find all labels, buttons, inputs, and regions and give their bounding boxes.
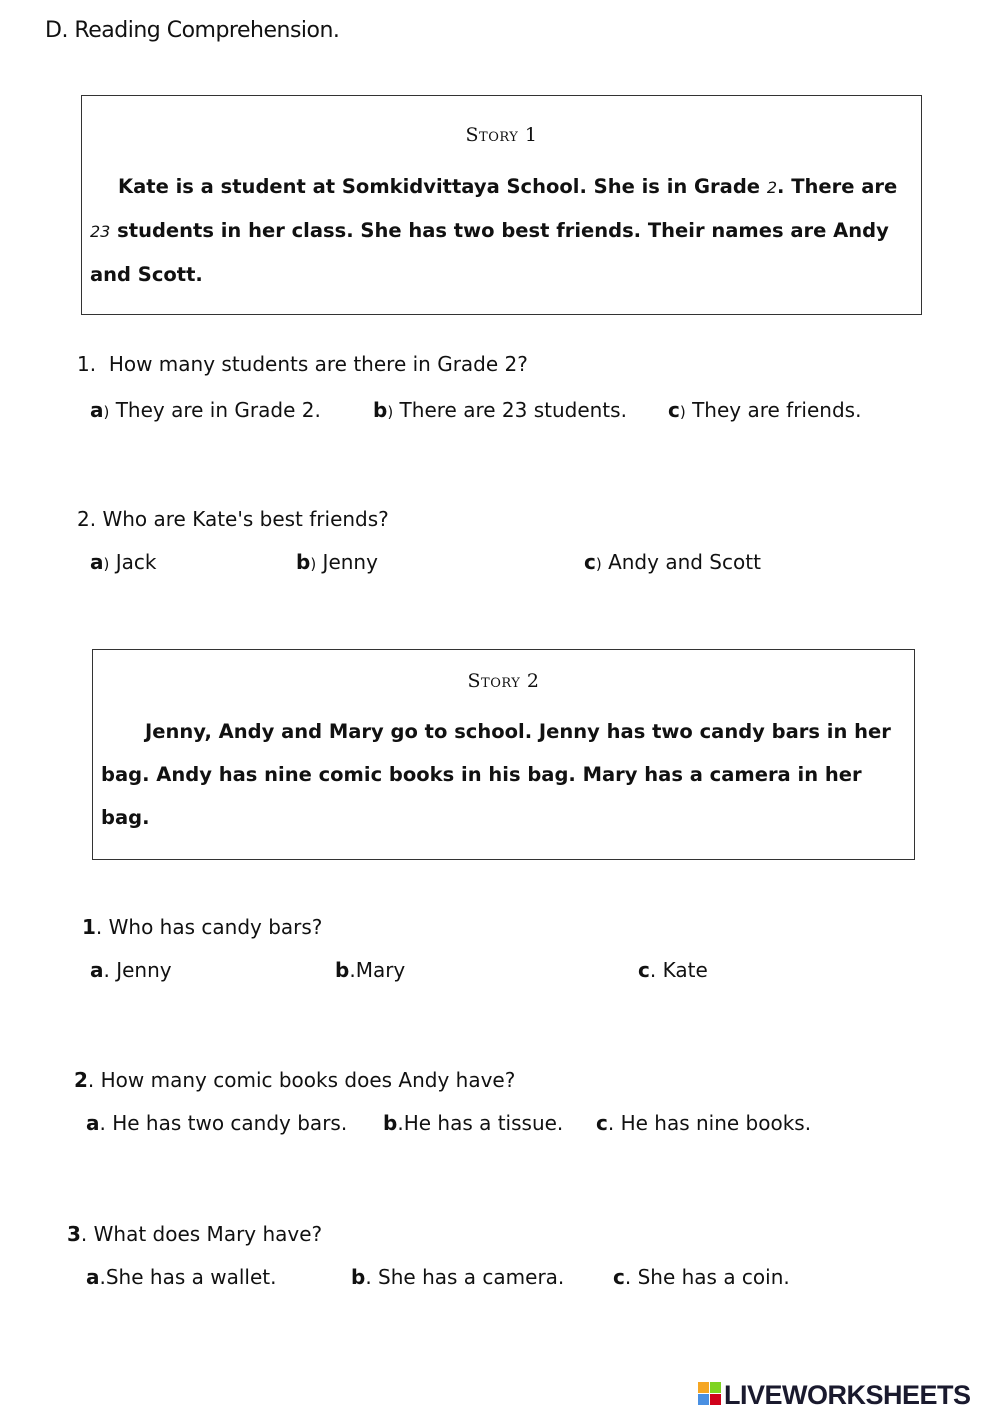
option-text: He has nine books. xyxy=(620,1111,812,1135)
story-1-q2-option-b[interactable] xyxy=(296,550,378,574)
question-text: How many students are there in Grade 2? xyxy=(108,352,528,376)
option-letter: b xyxy=(296,550,311,574)
section-heading: D. Reading Comprehension. xyxy=(45,18,340,43)
story-2-q2-option-b[interactable] xyxy=(383,1111,563,1135)
story-1-text-part: Kate is a student at Somkidvittaya School. She is in Grade xyxy=(118,175,767,198)
story-1-title: Story 1 xyxy=(465,124,538,146)
option-separator: . xyxy=(624,1265,632,1289)
option-text: She has a wallet. xyxy=(105,1265,277,1289)
story-2-q1-option-a[interactable] xyxy=(90,958,172,982)
option-letter: b xyxy=(383,1111,398,1135)
question-text: . How many comic books does Andy have? xyxy=(87,1068,516,1092)
option-text: Mary xyxy=(355,958,406,982)
option-text: Jenny xyxy=(322,550,378,574)
option-separator: ) xyxy=(679,403,686,421)
story-1-box xyxy=(81,95,922,315)
option-separator: ) xyxy=(310,555,317,573)
option-letter: c xyxy=(668,398,680,422)
option-text: He has two candy bars. xyxy=(112,1111,348,1135)
option-letter: a xyxy=(86,1265,100,1289)
story-2-question-2 xyxy=(74,1068,515,1092)
story-1-student-count: 23 xyxy=(90,222,111,241)
option-separator: . xyxy=(99,1111,106,1135)
story-1-q1-option-c[interactable] xyxy=(668,398,861,422)
question-text: Who are Kate's best friends? xyxy=(102,507,389,531)
option-text: He has a tissue. xyxy=(403,1111,564,1135)
option-text: They are in Grade 2. xyxy=(115,398,321,422)
story-2-text-body: Jenny, Andy and Mary go to school. Jenny has two candy bars in her bag. Andy has nine comic books in his bag. Mary has a camera in her bag. xyxy=(101,720,891,829)
option-separator: ) xyxy=(595,555,602,573)
option-text: She has a coin. xyxy=(637,1265,790,1289)
question-text: . Who has candy bars? xyxy=(95,915,323,939)
story-1-q2-option-a[interactable] xyxy=(90,550,156,574)
story-2-q3-option-a[interactable] xyxy=(86,1265,276,1289)
story-1-q1-option-a[interactable] xyxy=(90,398,321,422)
question-text: . What does Mary have? xyxy=(80,1222,323,1246)
story-2-q1-option-b[interactable] xyxy=(335,958,405,982)
story-2-box xyxy=(92,649,915,860)
option-separator: ) xyxy=(103,403,110,421)
story-1-text xyxy=(90,165,907,296)
story-2-q2-option-a[interactable] xyxy=(86,1111,347,1135)
story-2-question-1 xyxy=(82,915,322,939)
option-text: There are 23 students. xyxy=(399,398,627,422)
option-text: Andy and Scott xyxy=(608,550,761,574)
option-text: Jack xyxy=(115,550,157,574)
option-letter: a xyxy=(90,398,104,422)
option-text: They are friends. xyxy=(692,398,862,422)
question-number: 2 xyxy=(74,1068,88,1092)
story-2-q3-option-c[interactable] xyxy=(613,1265,790,1289)
story-2-title: Story 2 xyxy=(467,670,540,692)
option-letter: b xyxy=(351,1265,366,1289)
story-2-question-3 xyxy=(67,1222,322,1246)
option-letter: b xyxy=(373,398,388,422)
option-letter: a xyxy=(90,958,104,982)
story-2-q3-option-b[interactable] xyxy=(351,1265,564,1289)
story-2-q1-option-c[interactable] xyxy=(638,958,708,982)
story-1-q1-option-b[interactable] xyxy=(373,398,627,422)
option-separator: . xyxy=(99,1265,106,1289)
option-separator: ) xyxy=(103,555,110,573)
question-number: 1 xyxy=(82,915,96,939)
story-1-q2-option-c[interactable] xyxy=(584,550,761,574)
story-1-question-1 xyxy=(77,352,528,376)
story-1-text-part: students in her class. She has two best friends. Their names are Andy and Scott. xyxy=(90,219,889,286)
question-number: 1. xyxy=(77,352,97,376)
option-separator: . xyxy=(607,1111,615,1135)
option-text: She has a camera. xyxy=(378,1265,565,1289)
option-letter: b xyxy=(335,958,350,982)
option-letter: c xyxy=(638,958,650,982)
option-letter: c xyxy=(584,550,596,574)
option-separator: . xyxy=(349,958,356,982)
option-letter: a xyxy=(86,1111,100,1135)
question-number: 2. xyxy=(77,507,97,531)
story-2-text xyxy=(101,710,900,839)
story-1-grade-number: 2 xyxy=(766,178,777,197)
logo-text: LIVEWORKSHEETS xyxy=(724,1380,971,1410)
liveworksheets-logo-icon xyxy=(698,1382,722,1406)
option-letter: a xyxy=(90,550,104,574)
story-1-question-2 xyxy=(77,507,389,531)
option-separator: . xyxy=(365,1265,372,1289)
option-separator: ) xyxy=(387,403,394,421)
option-separator: . xyxy=(103,958,110,982)
story-2-q2-option-c[interactable] xyxy=(596,1111,811,1135)
option-letter: c xyxy=(596,1111,608,1135)
question-number: 3 xyxy=(67,1222,81,1246)
story-1-text-part: . There are xyxy=(777,175,898,198)
option-text: Kate xyxy=(662,958,708,982)
option-text: Jenny xyxy=(116,958,172,982)
option-separator: . xyxy=(397,1111,404,1135)
option-separator: . xyxy=(649,958,657,982)
option-letter: c xyxy=(613,1265,625,1289)
